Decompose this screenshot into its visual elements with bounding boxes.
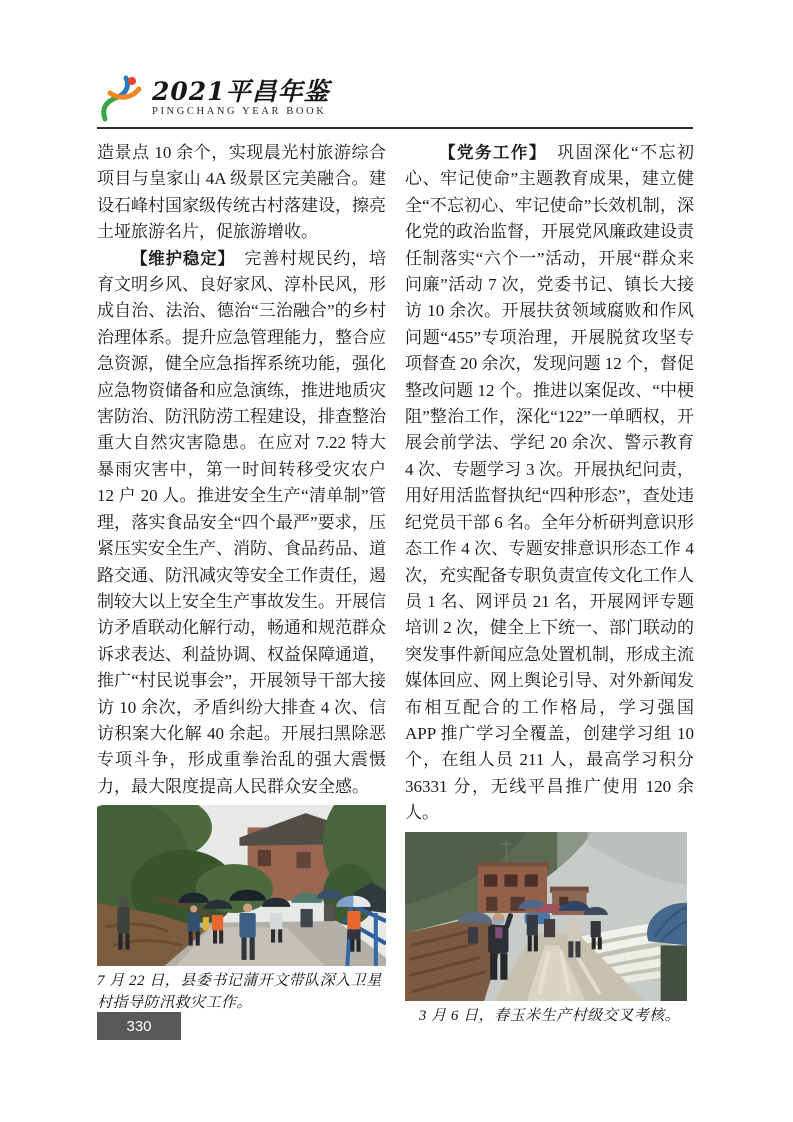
page-number: 330 xyxy=(97,1012,181,1040)
right-column xyxy=(405,140,694,1027)
yearbook-logo-icon xyxy=(97,74,143,122)
corn-assessment-photo-image xyxy=(405,832,687,1001)
paragraph-party-work xyxy=(405,140,694,827)
section-body-party-work: 巩固深化“不忘初心、牢记使命”主题教育成果，建立健全“不忘初心、牢记使命”长效机制，深化党的政治监督，开展党风廉政建设责任制落实“六个一”活动，开展“群众来问廉”活动 7 次，党委书记、镇长大接访 10 余次。开展扶贫领域腐败和作风问题“455”专项治理，开展脱贫攻坚专项督查 20 余次，发现问题 12 个，督促整改问题 12 个。推进以案促改、“中梗阻”整治工作，深化“122”一单晒权，开展会前学法、学纪 20 余次、警示教育 4 次、专题学习 3 次。开展执纪问责，用好用活监督执纪“四种形态”，查处违纪党员干部 6 名。全年分析研判意识形态工作 4 次、专题安排意识形态工作 4 次，充实配备专职负责宣传文化工作人员 1 名、网评员 21 名，开展网评专题培训 2 次，健全上下统一、部门联动的突发事件新闻应急处置机制，形成主流媒体回应、网上舆论引导、对外新闻发布相互配合的工作格局，学习强国 APP 推广学习全覆盖，创建学习组 10 个，在组人员 211 人，最高学习积分 36331 分，无线平昌推广使用 120 余人。 xyxy=(405,143,695,823)
left-column xyxy=(97,140,386,1014)
paragraph-stability xyxy=(97,246,386,801)
photo-corn-assessment xyxy=(405,832,694,1027)
photo-caption-flood: 7 月 22 日，县委书记蒲开文带队深入卫星村指导防汛救灾工作。 xyxy=(97,973,382,1012)
photo-caption-corn: 3 月 6 日，春玉米生产村级交叉考核。 xyxy=(418,1007,681,1024)
brand-text xyxy=(152,76,330,118)
page-header xyxy=(97,74,693,129)
yearbook-title: 2021平昌年鉴 xyxy=(152,76,330,106)
yearbook-subtitle: PINGCHANG YEAR BOOK xyxy=(152,105,327,117)
section-heading-stability: 【维护稳定】 xyxy=(131,249,227,268)
yearbook-brand xyxy=(97,74,693,122)
photo-flood-relief xyxy=(97,805,386,1014)
section-heading-party-work: 【党务工作】 xyxy=(439,144,539,162)
section-body-stability: 完善村规民约，培育文明乡风、良好家风、淳朴民风，形成自治、法治、德治“三治融合”的乡村治理体系。提升应急管理能力，整合应急资源，健全应急指挥系统功能，强化应急物资储备和应急演练，推进地质灾害防治、防汛防涝工程建设，排查整治重大自然灾害隐患。在应对 7.22 特大暴雨灾害中，第一时间转移受灾农户 12 户 20 人。推进安全生产“清单制”管理，落实食品安全“四个最严”要求，压紧压实安全生产、消防、食品药品、道路交通、防汛减灾等安全工作责任，遏制较大以上安全生产事故发生。开展信访矛盾联动化解行动，畅通和规范群众诉求表达、利益协调、权益保障通道，推广“村民说事会”，开展领导干部大接访 10 余次，矛盾纠纷大排查 4 次、信访积案大化解 40 余起。开展扫黑除恶专项斗争，形成重拳治乱的强大震慑力，最大限度提高人民群众安全感。 xyxy=(97,248,387,796)
flood-relief-photo-image xyxy=(97,805,386,966)
paragraph-tourism: 造景点 10 余个，实现晨光村旅游综合项目与皇家山 4A 级景区完美融合。建设石峰村国家级传统古村落建设，擦亮土垭旅游名片，促旅游增收。 xyxy=(97,143,386,242)
